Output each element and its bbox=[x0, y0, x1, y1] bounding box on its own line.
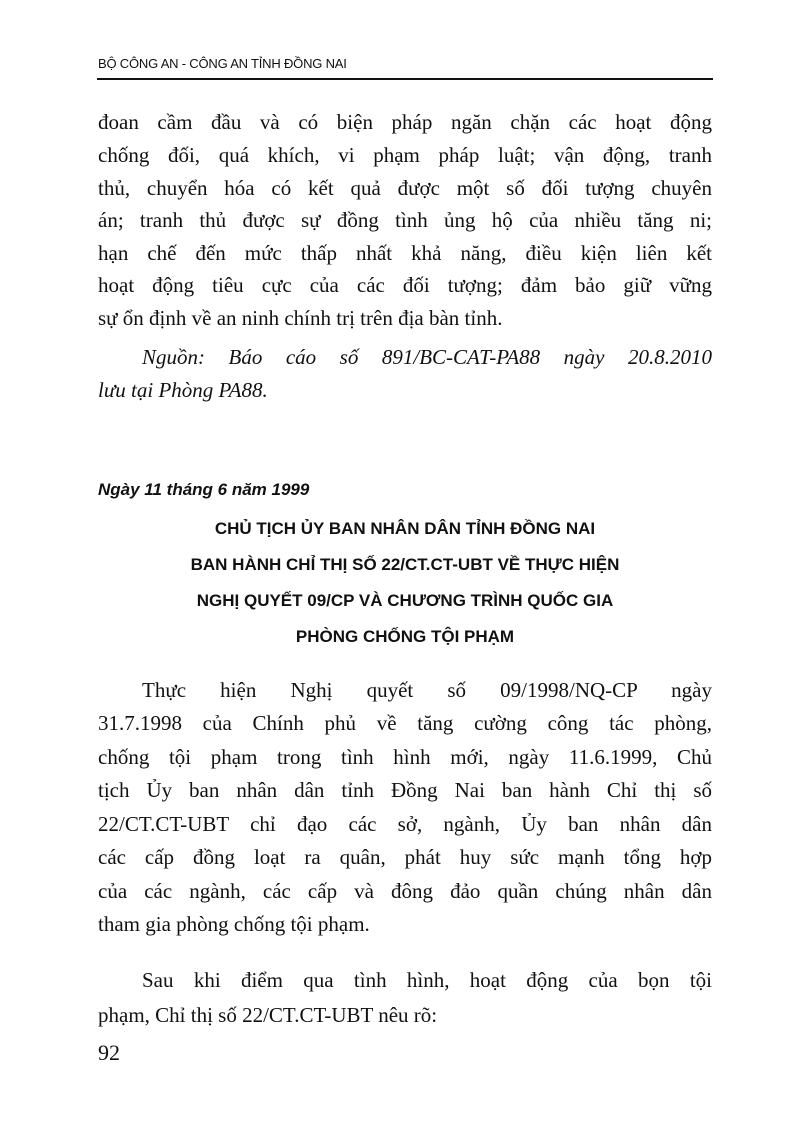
text-line: Thực hiện Nghị quyết số 09/1998/NQ-CP ngày bbox=[142, 678, 712, 702]
header-rule bbox=[97, 78, 713, 80]
title-line: PHÒNG CHỐNG TỘI PHẠM bbox=[295, 627, 515, 646]
running-header: BỘ CÔNG AN - CÔNG AN TỈNH ĐỒNG NAI bbox=[98, 56, 347, 71]
text-line: Nguồn: Báo cáo số 891/BC-CAT-PA88 ngày 20.8.2010 bbox=[142, 345, 712, 369]
text-line: các cấp đồng loạt ra quân, phát huy sức mạnh tổng hợp bbox=[98, 845, 712, 869]
text-line: sự ổn định về an ninh chính trị trên địa bàn tỉnh. bbox=[98, 306, 503, 330]
text-line: của các ngành, các cấp và đông đảo quần chúng nhân dân bbox=[98, 879, 712, 903]
text-line: tịch Ủy ban nhân dân tỉnh Đồng Nai ban hành Chỉ thị số bbox=[98, 778, 712, 802]
text-line: 31.7.1998 của Chính phủ về tăng cường công tác phòng, bbox=[98, 711, 712, 735]
text-line: chống đối, quá khích, vi phạm pháp luật; vận động, tranh bbox=[98, 143, 712, 167]
page-number: 92 bbox=[98, 1040, 120, 1065]
text-line: án; tranh thủ được sự đồng tình ủng hộ của nhiều tăng ni; bbox=[98, 208, 712, 232]
text-line: tham gia phòng chống tội phạm. bbox=[98, 912, 370, 936]
title-line: NGHỊ QUYẾT 09/CP VÀ CHƯƠNG TRÌNH QUỐC GIA bbox=[196, 591, 614, 610]
text-line: Sau khi điểm qua tình hình, hoạt động của bọn tội bbox=[142, 968, 712, 992]
text-line: chống tội phạm trong tình hình mới, ngày 11.6.1999, Chủ bbox=[98, 745, 712, 769]
text-line: thủ, chuyển hóa có kết quả được một số đối tượng chuyên bbox=[98, 176, 712, 200]
title-line: CHỦ TỊCH ỦY BAN NHÂN DÂN TỈNH ĐỒNG NAI bbox=[214, 519, 596, 538]
text-line: hoạt động tiêu cực của các đối tượng; đảm bảo giữ vững bbox=[98, 273, 712, 297]
text-line: đoan cầm đầu và có biện pháp ngăn chặn các hoạt động bbox=[98, 110, 712, 134]
text-line: hạn chế đến mức thấp nhất khả năng, điều kiện liên kết bbox=[98, 241, 712, 265]
entry-date: Ngày 11 tháng 6 năm 1999 bbox=[98, 480, 310, 499]
title-line: BAN HÀNH CHỈ THỊ SỐ 22/CT.CT-UBT VỀ THỰC HIỆN bbox=[190, 555, 620, 574]
text-line: lưu tại Phòng PA88. bbox=[98, 378, 268, 402]
text-line: 22/CT.CT-UBT chỉ đạo các sở, ngành, Ủy ban nhân dân bbox=[98, 812, 712, 836]
text-line: phạm, Chỉ thị số 22/CT.CT-UBT nêu rõ: bbox=[98, 1003, 438, 1027]
